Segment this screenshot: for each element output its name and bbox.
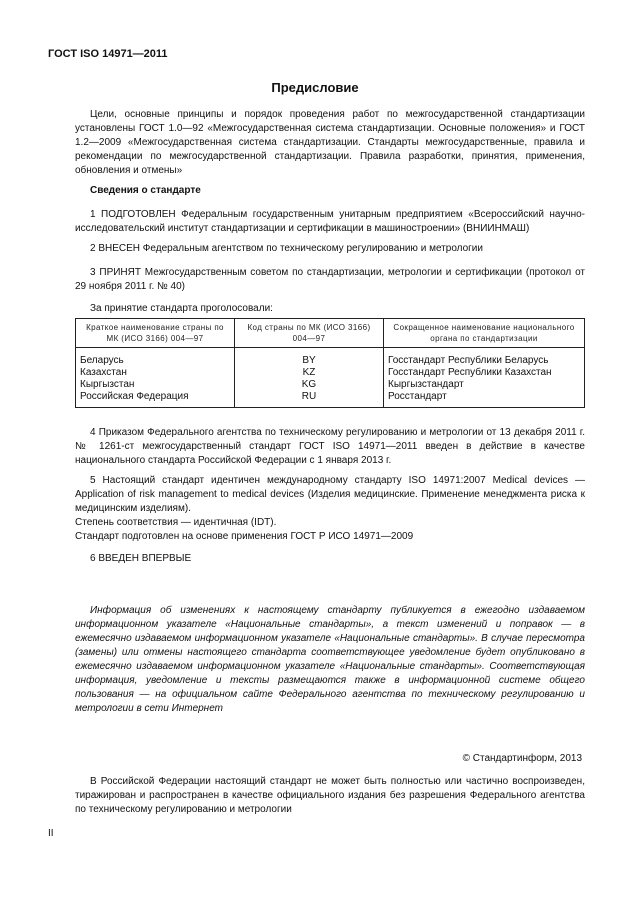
- table-row: [76, 367, 585, 379]
- table-cell-code: KG: [235, 379, 384, 391]
- table-cell-country: Казахстан: [76, 367, 235, 379]
- table-cell-country: Российская Федерация: [76, 391, 235, 408]
- item-1-text: 1 ПОДГОТОВЛЕН Федеральным государственным унитарным предприятием «Всероссийский научно-исследовательский институт стандартизации и сертификации в машиностроении» (ВНИИНМАШ): [75, 209, 585, 234]
- table-header-organ: Сокращенное наименование национального органа по стандартизации: [384, 319, 585, 348]
- page-number: II: [48, 828, 54, 839]
- section-heading-block: [75, 184, 585, 198]
- page-title: Предисловие: [271, 80, 359, 95]
- item-5-degree: Степень соответствия — идентичная (IDT).: [75, 517, 277, 528]
- table-cell-code: BY: [235, 348, 384, 368]
- table-cell-country: Кыргызстан: [76, 379, 235, 391]
- info-text: Информация об изменениях к настоящему стандарту публикуется в ежегодно издаваемом информационном указателе «Национальные стандарты», а текст изменений и поправок — в ежемесячно издаваемом информационном указателе «Национальные стандарты». В случае пересмотра (замены) или отмены настоящего стандарта соответствующее уведомление будет опубликовано в ежемесячно издаваемом информационном указателе «Национальные стандарты». Соответствующая информация, уведомление и тексты размещаются также в информационной системе общего пользования — на официальном сайте Федерального агентства по техническому регулированию и метрологии в сети Интернет: [75, 605, 585, 714]
- intro-paragraph: [75, 108, 585, 178]
- item-2-text: 2 ВНЕСЕН Федеральным агентством по техническому регулированию и метрологии: [90, 243, 483, 254]
- table-cell-organ: Госстандарт Республики Беларусь: [384, 348, 585, 368]
- document-code: ГОСТ ISO 14971—2011: [48, 48, 168, 60]
- countries-table: [75, 318, 585, 408]
- item-5-text: 5 Настоящий стандарт идентичен международному стандарту ISO 14971:2007 Medical devices — Application of risk management to medical devices (Изделия медицинские. Применение менеджмента риска к медицинским изделиям).: [75, 475, 585, 514]
- item-4: [75, 426, 585, 468]
- section-heading: Сведения о стандарте: [90, 185, 201, 196]
- voted-label-block: [75, 302, 585, 316]
- item-3-text: 3 ПРИНЯТ Межгосударственным советом по стандартизации, метрологии и сертификации (протокол от 29 ноября 2011 г. № 40): [75, 267, 585, 292]
- item-4-text: 4 Приказом Федерального агентства по техническому регулированию и метрологии от 13 декабря 2011 г. № 1261-ст межгосударственный стандарт ГОСТ ISO 14971—2011 введен в действие в качестве национального стандарта Российской Федерации с 1 января 2013 г.: [75, 427, 585, 466]
- item-6-text: 6 ВВЕДЕН ВПЕРВЫЕ: [90, 553, 192, 564]
- intro-text: Цели, основные принципы и порядок проведения работ по межгосударственной стандартизации установлены ГОСТ 1.0—92 «Межгосударственная система стандартизации. Основные положения» и ГОСТ 1.2—2009 «Межгосударственная система стандартизации. Стандарты межгосударственные, правила и рекомендации по межгосударственной стандартизации. Правила разработки, принятия, применения, обновления и отмены»: [75, 109, 585, 176]
- table-row: [76, 348, 585, 368]
- info-block: [75, 604, 585, 716]
- legal-block: [75, 775, 585, 817]
- table-header-country: Краткое наименование страны по МК (ИСО 3166) 004—97: [76, 319, 235, 348]
- item-3: [75, 266, 585, 294]
- legal-text: В Российской Федерации настоящий стандарт не может быть полностью или частично воспроизведен, тиражирован и распространен в качестве официального издания без разрешения Федерального агентства по техническому регулированию и метрологии: [75, 776, 585, 815]
- item-5: [75, 474, 585, 544]
- table-header-code: Код страны по МК (ИСО 3166) 004—97: [235, 319, 384, 348]
- copyright: © Стандартинформ, 2013: [462, 753, 582, 764]
- table-row: [76, 379, 585, 391]
- table-header-row: [76, 319, 585, 348]
- table-cell-organ: Кыргызстандарт: [384, 379, 585, 391]
- voted-label: За принятие стандарта проголосовали:: [90, 303, 273, 314]
- item-1: [75, 208, 585, 236]
- table-row: [76, 391, 585, 408]
- item-5-basis: Стандарт подготовлен на основе применения ГОСТ Р ИСО 14971—2009: [75, 531, 414, 542]
- table-cell-organ: Госстандарт Республики Казахстан: [384, 367, 585, 379]
- item-6: [75, 552, 585, 566]
- table-cell-organ: Росстандарт: [384, 391, 585, 408]
- table-cell-code: KZ: [235, 367, 384, 379]
- item-2: [75, 242, 585, 256]
- table-cell-country: Беларусь: [76, 348, 235, 368]
- table-cell-code: RU: [235, 391, 384, 408]
